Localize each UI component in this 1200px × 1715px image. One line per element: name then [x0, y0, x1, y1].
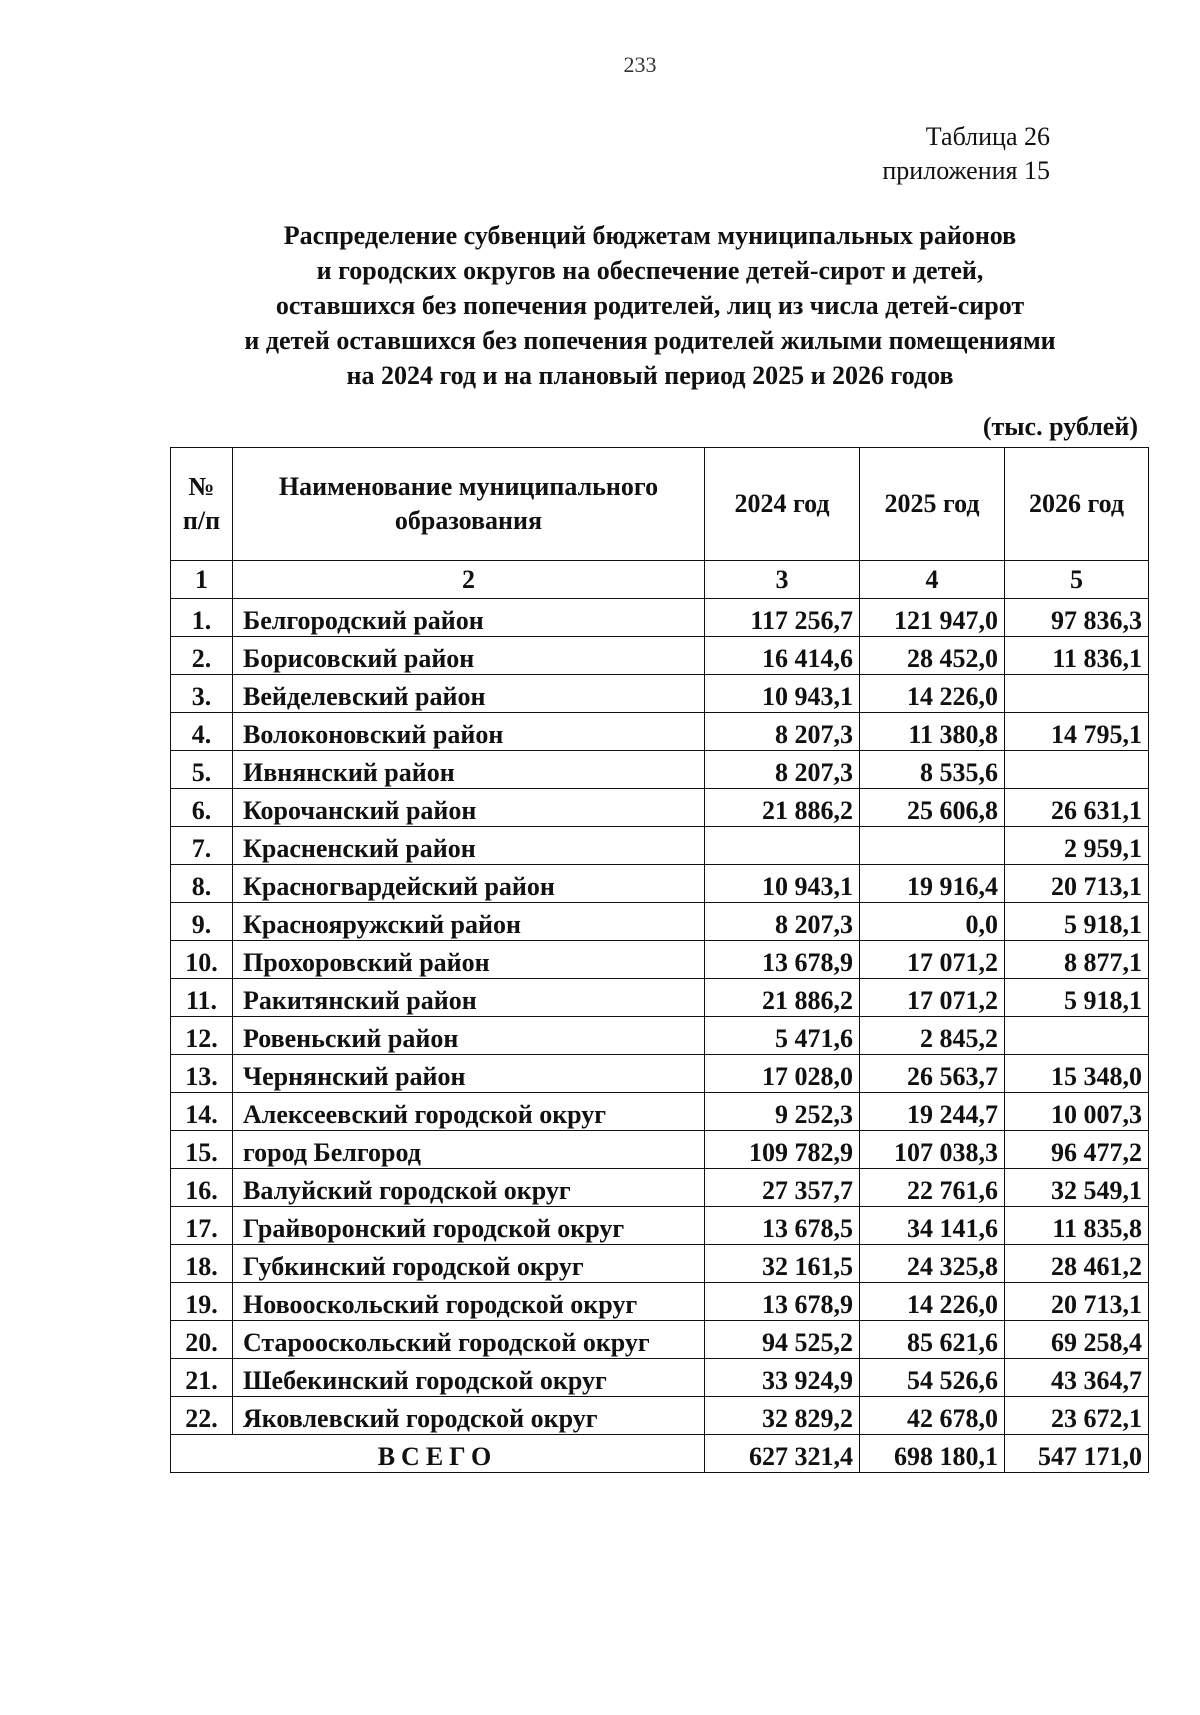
table-row [171, 941, 1149, 979]
row-name: Волоконовский район [233, 713, 705, 751]
row-2026: 20 713,1 [1005, 1283, 1149, 1321]
row-number: 14. [171, 1093, 233, 1131]
row-2026 [1005, 675, 1149, 713]
row-2025: 8 535,6 [860, 751, 1005, 789]
row-2025: 17 071,2 [860, 979, 1005, 1017]
title-line-1: Распределение субвенций бюджетам муниципальных районов [283, 221, 1017, 250]
row-number: 3. [171, 675, 233, 713]
row-2024: 5 471,6 [705, 1017, 860, 1055]
row-2024: 13 678,9 [705, 1283, 860, 1321]
row-name: Губкинский городской округ [233, 1245, 705, 1283]
row-number: 21. [171, 1359, 233, 1397]
row-number: 7. [171, 827, 233, 865]
row-number: 17. [171, 1207, 233, 1245]
total-2025: 698 180,1 [860, 1435, 1005, 1473]
row-2026 [1005, 751, 1149, 789]
row-2025: 19 244,7 [860, 1093, 1005, 1131]
row-2026: 28 461,2 [1005, 1245, 1149, 1283]
caption-table-number: Таблица 26 [925, 122, 1050, 151]
row-2025: 107 038,3 [860, 1131, 1005, 1169]
row-number: 1. [171, 599, 233, 637]
row-name: Алексеевский городской округ [233, 1093, 705, 1131]
total-2026: 547 171,0 [1005, 1435, 1149, 1473]
row-number: 18. [171, 1245, 233, 1283]
row-2026 [1005, 1017, 1149, 1055]
header-2024: 2024 год [705, 448, 860, 561]
row-number: 15. [171, 1131, 233, 1169]
row-2024: 94 525,2 [705, 1321, 860, 1359]
row-name: Чернянский район [233, 1055, 705, 1093]
row-name: Ракитянский район [233, 979, 705, 1017]
row-2025: 34 141,6 [860, 1207, 1005, 1245]
column-number: 1 [171, 561, 233, 599]
row-2025: 28 452,0 [860, 637, 1005, 675]
table-row [171, 1283, 1149, 1321]
row-name: Прохоровский район [233, 941, 705, 979]
row-2025: 121 947,0 [860, 599, 1005, 637]
table-row [171, 903, 1149, 941]
row-2025: 85 621,6 [860, 1321, 1005, 1359]
row-2024: 13 678,9 [705, 941, 860, 979]
row-2024: 117 256,7 [705, 599, 860, 637]
row-2025: 24 325,8 [860, 1245, 1005, 1283]
row-name: Ровеньский район [233, 1017, 705, 1055]
row-name: Шебекинский городской округ [233, 1359, 705, 1397]
table-row [171, 1017, 1149, 1055]
column-number: 4 [860, 561, 1005, 599]
table-row [171, 751, 1149, 789]
row-name: Вейделевский район [233, 675, 705, 713]
row-2024: 8 207,3 [705, 751, 860, 789]
table-row [171, 599, 1149, 637]
units-label: (тыс. рублей) [982, 412, 1138, 441]
row-2026: 96 477,2 [1005, 1131, 1149, 1169]
title-line-5: на 2024 год и на плановый период 2025 и 2026 годов [346, 361, 954, 390]
document-title [150, 218, 1150, 393]
table-row [171, 637, 1149, 675]
row-name: Ивнянский район [233, 751, 705, 789]
row-2024: 21 886,2 [705, 979, 860, 1017]
total-row [171, 1435, 1149, 1473]
row-2026: 15 348,0 [1005, 1055, 1149, 1093]
title-line-3: оставшихся без попечения родителей, лиц из числа детей-сирот [275, 291, 1025, 320]
column-number: 5 [1005, 561, 1149, 599]
table-header-row [171, 448, 1149, 561]
table-row [171, 979, 1149, 1017]
row-number: 8. [171, 865, 233, 903]
table-row [171, 789, 1149, 827]
table-row [171, 675, 1149, 713]
row-2026: 32 549,1 [1005, 1169, 1149, 1207]
row-name: Грайворонский городской округ [233, 1207, 705, 1245]
row-2026: 43 364,7 [1005, 1359, 1149, 1397]
row-2024: 10 943,1 [705, 675, 860, 713]
row-2026: 69 258,4 [1005, 1321, 1149, 1359]
row-number: 20. [171, 1321, 233, 1359]
row-name: Красногвардейский район [233, 865, 705, 903]
row-2025: 14 226,0 [860, 1283, 1005, 1321]
row-2024: 21 886,2 [705, 789, 860, 827]
page-number: 233 [623, 52, 657, 77]
row-2026: 97 836,3 [1005, 599, 1149, 637]
row-2024: 16 414,6 [705, 637, 860, 675]
row-2024: 109 782,9 [705, 1131, 860, 1169]
table-row [171, 1169, 1149, 1207]
header-2026: 2026 год [1005, 448, 1149, 561]
row-2025: 14 226,0 [860, 675, 1005, 713]
table-row [171, 1245, 1149, 1283]
table-row [171, 1207, 1149, 1245]
row-number: 9. [171, 903, 233, 941]
row-number: 5. [171, 751, 233, 789]
row-2024: 13 678,5 [705, 1207, 860, 1245]
row-2026: 5 918,1 [1005, 903, 1149, 941]
table-row [171, 1131, 1149, 1169]
row-number: 11. [171, 979, 233, 1017]
row-number: 6. [171, 789, 233, 827]
total-2024: 627 321,4 [705, 1435, 860, 1473]
row-2024 [705, 827, 860, 865]
row-name: Белгородский район [233, 599, 705, 637]
row-2025: 26 563,7 [860, 1055, 1005, 1093]
row-2025: 19 916,4 [860, 865, 1005, 903]
row-number: 12. [171, 1017, 233, 1055]
header-2025: 2025 год [860, 448, 1005, 561]
row-number: 19. [171, 1283, 233, 1321]
row-2025 [860, 827, 1005, 865]
row-2025: 22 761,6 [860, 1169, 1005, 1207]
row-2026: 23 672,1 [1005, 1397, 1149, 1435]
row-2025: 11 380,8 [860, 713, 1005, 751]
row-2026: 20 713,1 [1005, 865, 1149, 903]
table-row [171, 1093, 1149, 1131]
row-2025: 42 678,0 [860, 1397, 1005, 1435]
row-2026: 14 795,1 [1005, 713, 1149, 751]
title-line-2: и городских округов на обеспечение детей-сирот и детей, [316, 256, 984, 285]
table-row [171, 1359, 1149, 1397]
row-2024: 8 207,3 [705, 903, 860, 941]
row-2025: 2 845,2 [860, 1017, 1005, 1055]
column-number: 2 [233, 561, 705, 599]
row-2024: 33 924,9 [705, 1359, 860, 1397]
column-number: 3 [705, 561, 860, 599]
row-2024: 10 943,1 [705, 865, 860, 903]
row-2024: 17 028,0 [705, 1055, 860, 1093]
table-row [171, 1055, 1149, 1093]
row-2024: 32 161,5 [705, 1245, 860, 1283]
total-label: ВСЕГО [171, 1435, 705, 1473]
row-number: 2. [171, 637, 233, 675]
row-name: Краснояружский район [233, 903, 705, 941]
column-number-row [171, 561, 1149, 599]
row-name: Борисовский район [233, 637, 705, 675]
table-row [171, 1397, 1149, 1435]
row-2026: 11 836,1 [1005, 637, 1149, 675]
header-name: Наименование муниципального образования [233, 448, 705, 561]
header-number: № п/п [171, 448, 233, 561]
table-row [171, 865, 1149, 903]
row-2024: 32 829,2 [705, 1397, 860, 1435]
row-number: 13. [171, 1055, 233, 1093]
row-name: Красненский район [233, 827, 705, 865]
row-name: Валуйский городской округ [233, 1169, 705, 1207]
row-name: Яковлевский городской округ [233, 1397, 705, 1435]
row-2026: 11 835,8 [1005, 1207, 1149, 1245]
row-name: Новооскольский городской округ [233, 1283, 705, 1321]
row-2025: 0,0 [860, 903, 1005, 941]
table-row [171, 827, 1149, 865]
row-2026: 26 631,1 [1005, 789, 1149, 827]
row-name: Старооскольский городской округ [233, 1321, 705, 1359]
row-2025: 25 606,8 [860, 789, 1005, 827]
row-number: 16. [171, 1169, 233, 1207]
row-2024: 27 357,7 [705, 1169, 860, 1207]
row-2026: 10 007,3 [1005, 1093, 1149, 1131]
table-caption [882, 120, 1050, 188]
row-2026: 2 959,1 [1005, 827, 1149, 865]
row-2026: 8 877,1 [1005, 941, 1149, 979]
row-2024: 9 252,3 [705, 1093, 860, 1131]
row-2026: 5 918,1 [1005, 979, 1149, 1017]
row-number: 4. [171, 713, 233, 751]
table-row [171, 713, 1149, 751]
row-number: 10. [171, 941, 233, 979]
row-name: город Белгород [233, 1131, 705, 1169]
row-2025: 17 071,2 [860, 941, 1005, 979]
subvention-table [170, 447, 1149, 1473]
row-2024: 8 207,3 [705, 713, 860, 751]
title-line-4: и детей оставшихся без попечения родителей жилыми помещениями [244, 326, 1056, 355]
table-row [171, 1321, 1149, 1359]
caption-appendix: приложения 15 [882, 156, 1050, 185]
row-name: Корочанский район [233, 789, 705, 827]
row-2025: 54 526,6 [860, 1359, 1005, 1397]
row-number: 22. [171, 1397, 233, 1435]
